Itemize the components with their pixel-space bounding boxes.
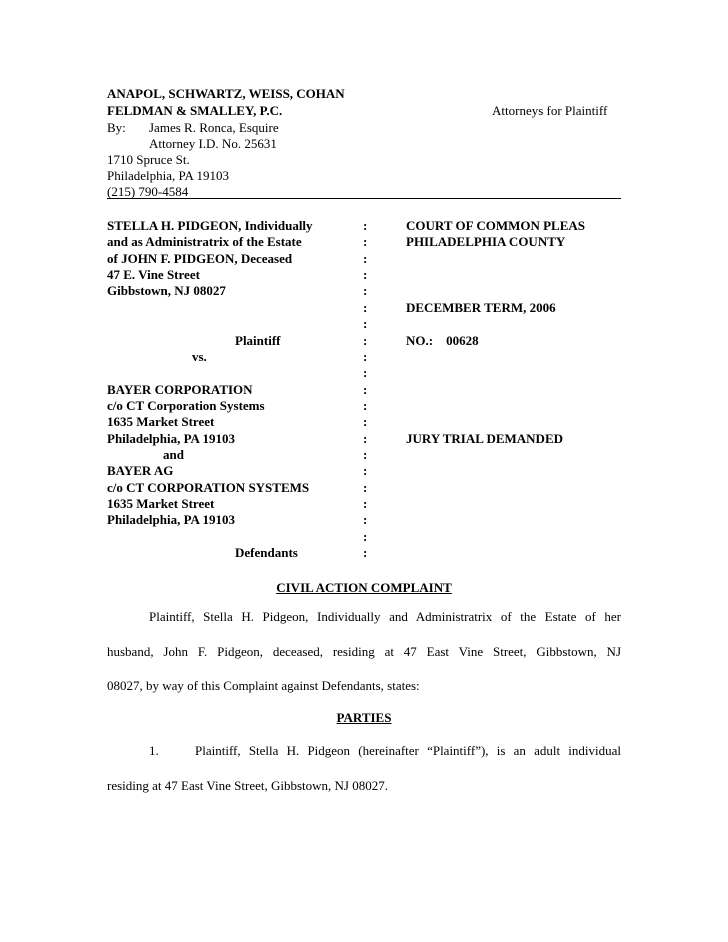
court-county: PHILADELPHIA COUNTY — [406, 234, 566, 249]
intro-line-2: husband, John F. Pidgeon, deceased, residing at 47 East Vine Street, Gibbstown, NJ — [107, 644, 621, 659]
defendant1-name: BAYER CORPORATION — [107, 382, 253, 397]
firm-name-line1: ANAPOL, SCHWARTZ, WEISS, COHAN — [107, 86, 345, 101]
defendant1-city: Philadelphia, PA 19103 — [107, 431, 235, 446]
defendants-role: Defendants — [235, 545, 298, 560]
plaintiff-capacity: and as Administratrix of the Estate — [107, 234, 302, 249]
complaint-title: CIVIL ACTION COMPLAINT — [276, 580, 452, 595]
caption-colon: : — [363, 267, 368, 282]
case-number: NO.: 00628 — [406, 333, 479, 348]
court-name: COURT OF COMMON PLEAS — [406, 218, 586, 233]
caption-colon: : — [363, 218, 368, 233]
caption-colon: : — [363, 496, 368, 511]
firm-phone: (215) 790-4584 — [107, 184, 189, 199]
firm-name-line2: FELDMAN & SMALLEY, P.C. — [107, 103, 283, 118]
caption-colon: : — [363, 414, 368, 429]
caption-colon: : — [363, 512, 368, 527]
caption-colon: : — [363, 447, 368, 462]
caption-colon: : — [363, 431, 368, 446]
plaintiff-street: 47 E. Vine Street — [107, 267, 200, 282]
by-label: By: — [107, 120, 126, 135]
plaintiff-role: Plaintiff — [235, 333, 281, 348]
caption-colon: : — [363, 300, 368, 315]
caption-colon: : — [363, 283, 368, 298]
caption-colon: : — [363, 251, 368, 266]
defendant2-name: BAYER AG — [107, 463, 174, 478]
intro-line-3: 08027, by way of this Complaint against Defendants, states: — [107, 678, 420, 693]
paragraph-number: 1. — [149, 743, 159, 758]
caption-colon: : — [363, 529, 368, 544]
defendant2-city: Philadelphia, PA 19103 — [107, 512, 235, 527]
defendant2-care-of: c/o CT CORPORATION SYSTEMS — [107, 480, 310, 495]
caption-colon: : — [363, 316, 368, 331]
header-rule — [107, 198, 621, 199]
plaintiff-name: STELLA H. PIDGEON, Individually — [107, 218, 313, 233]
caption-colon: : — [363, 398, 368, 413]
jury-demand: JURY TRIAL DEMANDED — [406, 431, 564, 446]
attorney-name: James R. Ronca, Esquire — [149, 120, 279, 135]
intro-line-1: Plaintiff, Stella H. Pidgeon, Individually and Administratrix of the Estate of her — [149, 609, 621, 624]
plaintiff-city: Gibbstown, NJ 08027 — [107, 283, 226, 298]
caption-colon: : — [363, 480, 368, 495]
firm-street: 1710 Spruce St. — [107, 152, 190, 167]
defendant1-care-of: c/o CT Corporation Systems — [107, 398, 265, 413]
paragraph-1-line-2: residing at 47 East Vine Street, Gibbstown, NJ 08027. — [107, 778, 388, 793]
caption-colon: : — [363, 463, 368, 478]
caption-colon: : — [363, 333, 368, 348]
and-label: and — [163, 447, 184, 462]
caption-colon: : — [363, 234, 368, 249]
caption-colon: : — [363, 349, 368, 364]
defendant1-street: 1635 Market Street — [107, 414, 215, 429]
firm-city: Philadelphia, PA 19103 — [107, 168, 229, 183]
defendant2-street: 1635 Market Street — [107, 496, 215, 511]
caption-colon: : — [363, 382, 368, 397]
caption-colon: : — [363, 545, 368, 560]
decedent-name: of JOHN F. PIDGEON, Deceased — [107, 251, 293, 266]
versus-label: vs. — [192, 349, 207, 364]
attorney-id: Attorney I.D. No. 25631 — [149, 136, 277, 151]
caption-colon: : — [363, 365, 368, 380]
court-term: DECEMBER TERM, 2006 — [406, 300, 556, 315]
attorneys-for-label: Attorneys for Plaintiff — [492, 103, 608, 118]
parties-heading: PARTIES — [336, 710, 392, 725]
paragraph-1-line-1: Plaintiff, Stella H. Pidgeon (hereinafter “Plaintiff”), is an adult individual — [195, 743, 621, 758]
